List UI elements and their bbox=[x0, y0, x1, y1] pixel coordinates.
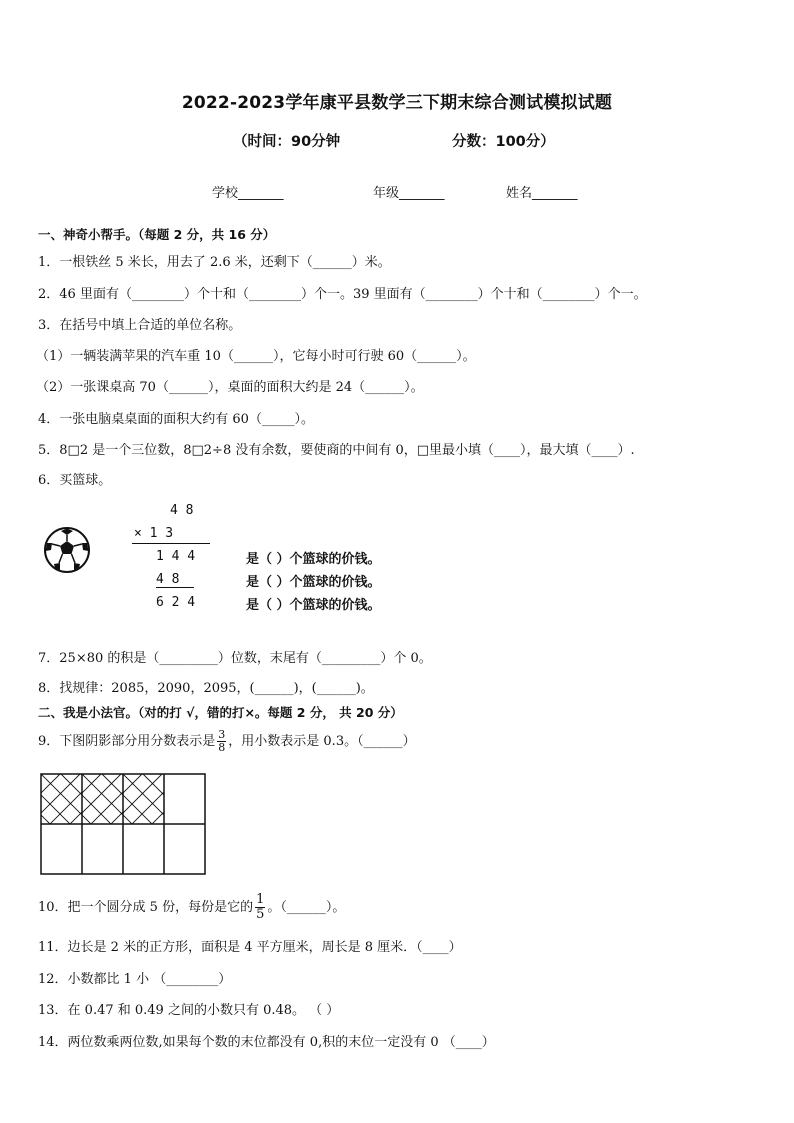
question-9 bbox=[38, 728, 416, 756]
exam-score: 分数：100分） bbox=[452, 134, 555, 150]
question-3-2: （2）一张课桌高 70（______），桌面的面积大约是 24（______）。 bbox=[36, 380, 424, 395]
grade-field: 年级_______ bbox=[373, 186, 445, 201]
question-14: 14．两位数乘两位数,如果每个数的末位都没有 0,积的末位一定没有 0 （____） bbox=[38, 1035, 495, 1050]
fraction-numerator: 1 bbox=[256, 892, 265, 907]
school-field: 学校_______ bbox=[212, 186, 284, 201]
section-1-heading: 一、神奇小帮手。（每题 2 分，共 16 分） bbox=[38, 227, 276, 242]
answer-line-2: 是（ ）个篮球的价钱。 bbox=[246, 575, 381, 590]
vertical-multiplication bbox=[132, 503, 222, 613]
question-10-tail: 。（______）。 bbox=[267, 900, 346, 915]
question-3-1: （1）一辆装满苹果的汽车重 10（______），它每小时可行驶 60（______）。 bbox=[36, 349, 476, 364]
mult-product: 6 2 4 bbox=[156, 595, 196, 610]
question-10 bbox=[38, 893, 345, 923]
fraction-3-8 bbox=[217, 729, 226, 754]
question-8: 8．找规律：2085，2090，2095，(______)，(______)。 bbox=[38, 681, 374, 696]
mult-multiplicand: 4 8 bbox=[170, 503, 194, 518]
page-title: 2022-2023学年康平县数学三下期末综合测试模拟试题 bbox=[181, 93, 613, 113]
mult-partial-2: 4 8 bbox=[156, 572, 194, 588]
question-13: 13．在 0.47 和 0.49 之间的小数只有 0.48。 （ ） bbox=[38, 1003, 340, 1018]
fraction-denominator: 8 bbox=[218, 741, 226, 754]
question-7: 7．25×80 的积是（_________）位数，末尾有（_________）个 0。 bbox=[38, 651, 432, 666]
soccer-ball-icon bbox=[43, 526, 91, 574]
fraction-1-5 bbox=[255, 893, 265, 922]
question-1: 1．一根铁丝 5 米长，用去了 2.6 米，还剩下（______）米。 bbox=[38, 255, 391, 270]
question-3: 3．在括号中填上合适的单位名称。 bbox=[38, 318, 242, 333]
mult-partial-1: 1 4 4 bbox=[156, 549, 196, 564]
answer-line-1: 是（ ）个篮球的价钱。 bbox=[246, 552, 381, 567]
fraction-denominator: 5 bbox=[256, 907, 265, 922]
question-5: 5．8□2 是一个三位数，8□2÷8 没有余数，要使商的中间有 0，□里最小填（____），最大填（____）. bbox=[38, 443, 635, 458]
question-12: 12．小数都比 1 小 （________） bbox=[38, 972, 232, 987]
question-4: 4．一张电脑桌桌面的面积大约有 60（_____）。 bbox=[38, 412, 314, 427]
fraction-numerator: 3 bbox=[218, 728, 226, 741]
question-6: 6．买篮球。 bbox=[38, 473, 112, 488]
section-2-heading: 二、我是小法官。（对的打 √，错的打×。每题 2 分， 共 20 分） bbox=[38, 705, 403, 720]
exam-time: （时间：90分钟 bbox=[233, 134, 341, 150]
question-11: 11．边长是 2 米的正方形，面积是 4 平方厘米，周长是 8 厘米．（____） bbox=[38, 940, 462, 955]
mult-multiplier: × 1 3 bbox=[134, 526, 174, 541]
question-10-text: 10．把一个圆分成 5 份，每份是它的 bbox=[38, 900, 254, 915]
answer-line-3: 是（ ）个篮球的价钱。 bbox=[246, 598, 381, 613]
mult-line bbox=[132, 543, 210, 544]
name-field: 姓名_______ bbox=[506, 186, 578, 201]
question-9-text: 9．下图阴影部分用分数表示是 bbox=[38, 734, 216, 749]
question-2: 2．46 里面有（________）个十和（________）个一。39 里面有（________）个十和（________）个一。 bbox=[38, 287, 647, 302]
shaded-grid-figure bbox=[40, 773, 206, 875]
question-9-tail: ，用小数表示是 0.3。（______） bbox=[228, 734, 416, 749]
